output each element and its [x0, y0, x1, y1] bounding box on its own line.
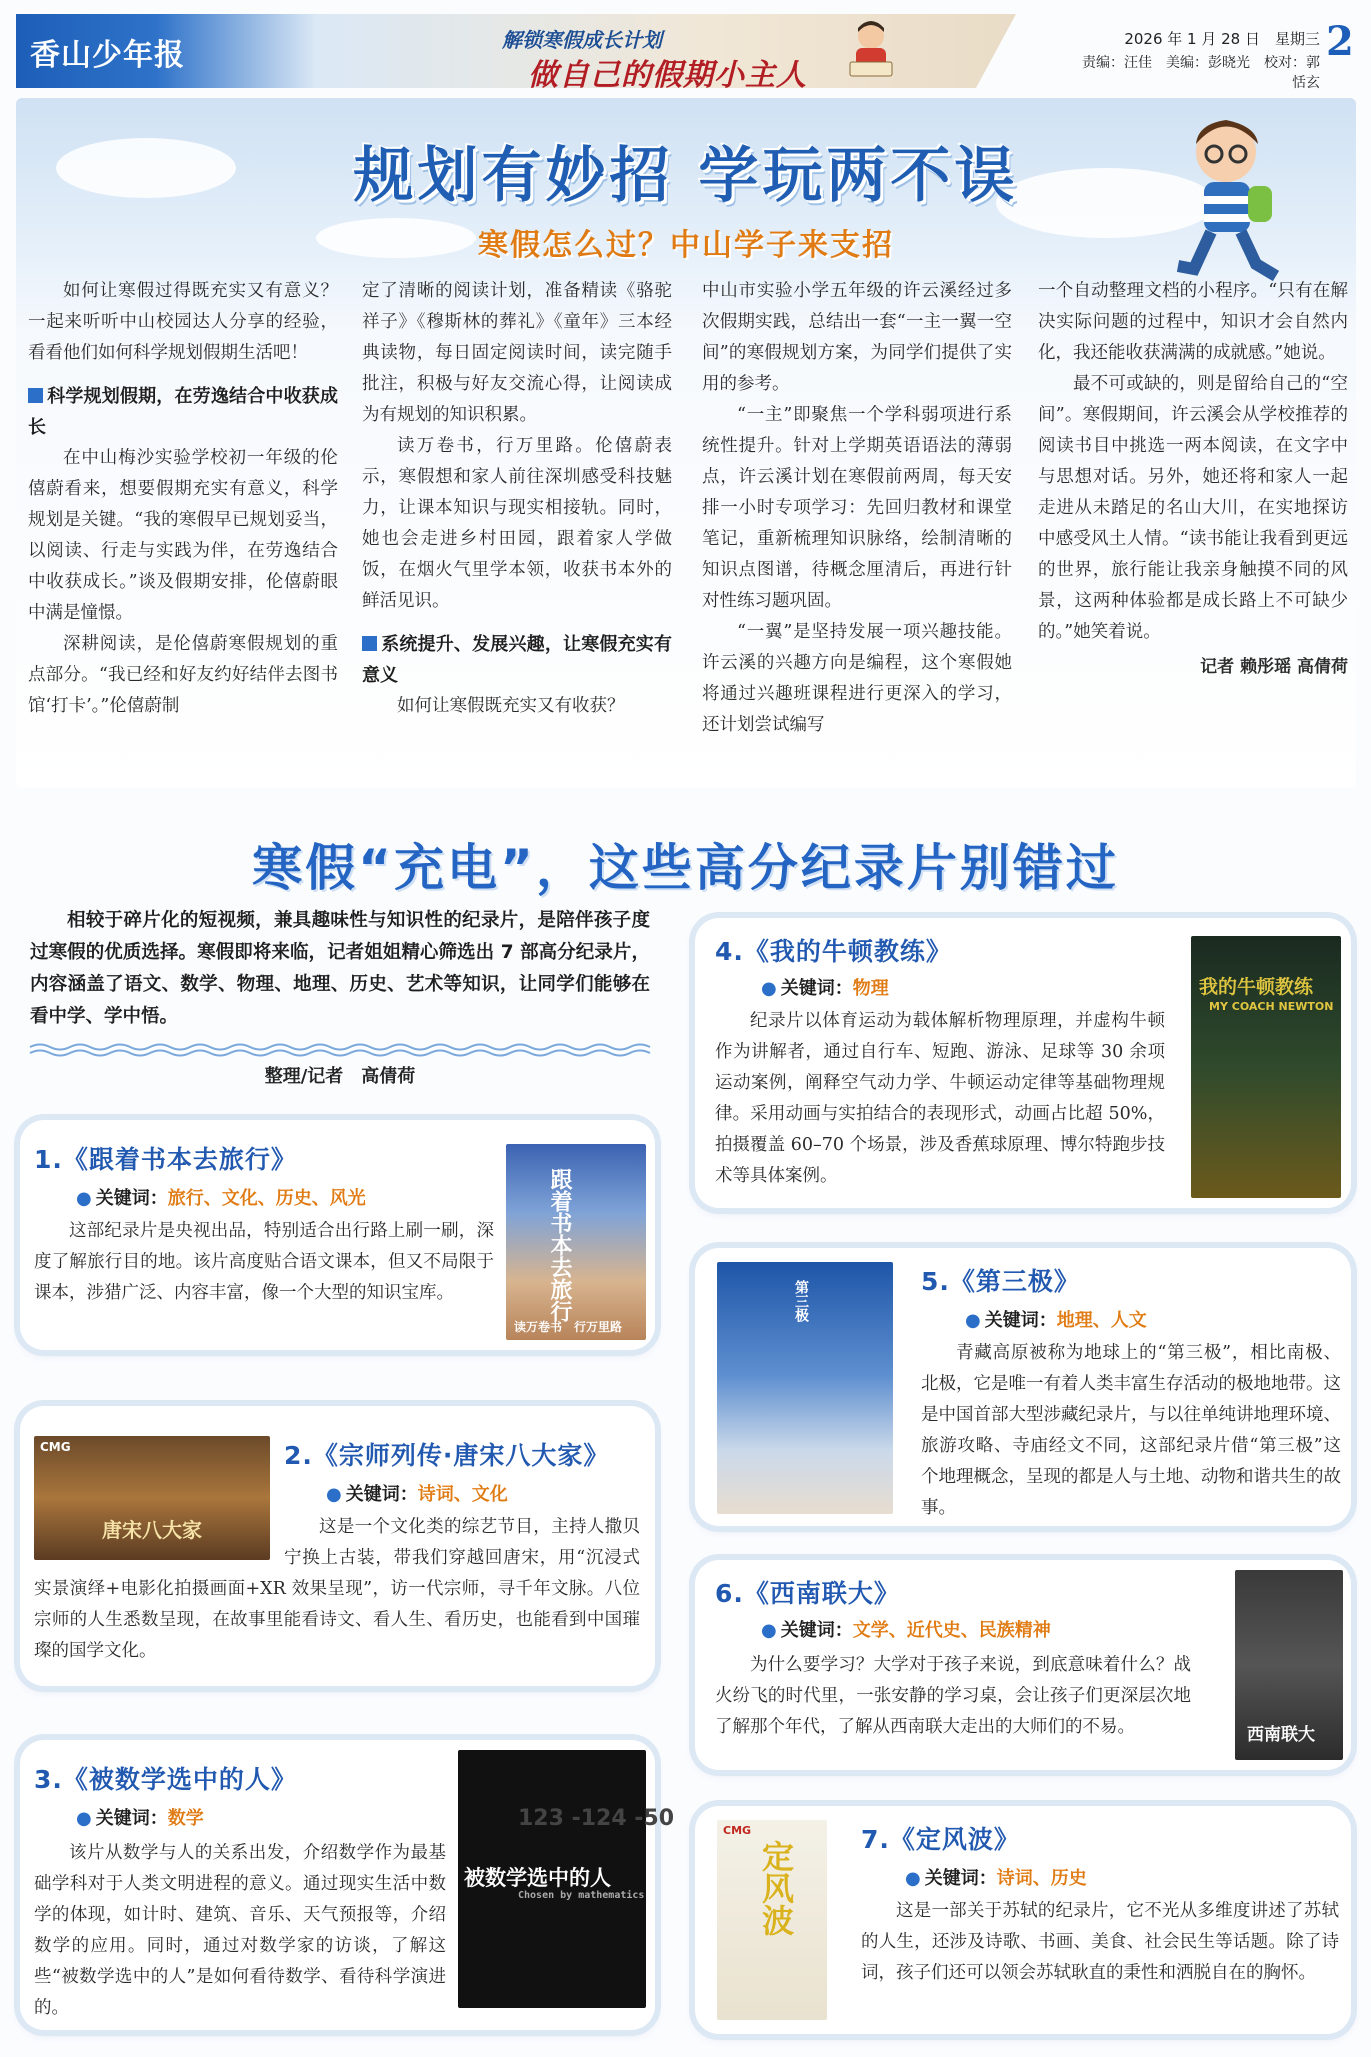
poster-subtitle: Chosen by mathematics — [518, 1890, 645, 1901]
keyword-label: 关键词： — [924, 1868, 997, 1889]
body-paragraph: 深耕阅读，是伦僖蔚寒假规划的重点部分。“我已经和好友约好结伴去图书馆‘打卡’。”伦僖蔚制 — [28, 634, 338, 716]
square-bullet-icon — [28, 388, 43, 403]
keyword-label: 关键词： — [984, 1310, 1057, 1331]
body-paragraph: “一主”即聚焦一个学科弱项进行系统性提升。针对上学期英语语法的薄弱点，许云溪计划在寒假前两周，每天安排一小时专项学习：先回归教材和课堂笔记，重新梳理知识脉络，绘制清晰的知识点图谱，待概念厘清后，再进行针对性练习题巩固。 — [702, 405, 1012, 611]
square-bullet-icon — [362, 636, 377, 651]
poster-caption: 读万卷书 行万里路 — [514, 1320, 623, 1334]
poster-travel-books — [506, 1144, 646, 1340]
documentary-section-headline: 寒假“充电”，这些高分纪录片别错过 — [252, 839, 1119, 897]
documentary-title: 3.《被数学选中的人》 — [34, 1765, 297, 1794]
poster-title: 定风波 — [757, 1840, 795, 1936]
poster-ding-feng-bo — [717, 1820, 827, 2020]
documentary-description: 这部纪录片是央视出品，特别适合出行路上刷一刷，深度了解旅行目的地。该片高度贴合语文课本，但又不局限于课本，涉猎广泛、内容丰富，像一个大型的知识宝库。 — [34, 1221, 494, 1303]
documentary-card-3 — [20, 1740, 675, 2030]
bullet-dot-icon: ● — [761, 1620, 777, 1641]
body-paragraph: 读万卷书，行万里路。伦僖蔚表示，寒假想和家人前往深圳感受科技魅力，让课本知识与现实相接轨。同时，她也会走进乡村田园，跟着家人学做饭，在烟火气里学本领，收获书本外的鲜活见识。 — [362, 436, 672, 611]
article-column-4 — [1038, 276, 1348, 677]
keyword-values: 物理 — [852, 978, 889, 999]
keyword-line — [761, 974, 889, 1000]
page-number: 2 — [1326, 18, 1354, 65]
bullet-dot-icon: ● — [76, 1808, 92, 1829]
keyword-line — [905, 1864, 1087, 1890]
poster-southwest-associated-university — [1235, 1570, 1343, 1760]
documentary-card-5 — [695, 1248, 1351, 1526]
body-paragraph: 中山市实验小学五年级的许云溪经过多次假期实践，总结出一套“一主一翼一空间”的寒假规划方案，为同学们提供了实用的参考。 — [702, 281, 1012, 394]
keyword-line — [326, 1480, 508, 1506]
editors-credit: 责编：汪佳 美编：彭晓光 校对：郭恬玄 — [1082, 55, 1320, 91]
running-boy-illustration-icon — [1156, 104, 1306, 289]
poster-title: 我的牛顿教练 — [1199, 976, 1314, 998]
keyword-values: 数学 — [167, 1808, 204, 1829]
documentary-title: 1.《跟着书本去旅行》 — [34, 1145, 297, 1174]
article-byline: 记者 赖彤瑶 高倩荷 — [1200, 657, 1348, 677]
section-heading-text: 系统提升、发展兴趣，让寒假充实有意义 — [362, 634, 672, 686]
documentary-description: 纪录片以体育运动为载体解析物理原理，并虚构牛顿作为讲解者，通过自行车、短跑、游泳、足球等 30 余项运动案例，阐释空气动力学、牛顿运动定律等基础物理规律。采用动画与实拍结合的表现形式，动画占比超 50%，拍摄覆盖 60–70 个场景，涉及香蕉球原理、博尔特跑步技术等具体案例。 — [715, 1011, 1165, 1186]
keyword-label: 关键词： — [95, 1808, 168, 1829]
poster-title: 第三极 — [793, 1280, 809, 1322]
poster-numbers: 123 -124 -50 — [518, 1806, 675, 1831]
masthead — [16, 14, 1356, 93]
issue-date: 2026 年 1 月 28 日 星期三 — [1124, 30, 1320, 48]
poster-title: 西南联大 — [1247, 1725, 1315, 1745]
poster-brand: CMG — [40, 1440, 71, 1454]
poster-third-pole — [717, 1262, 893, 1514]
documentary-card-4 — [695, 918, 1351, 1208]
body-paragraph: 最不可或缺的，则是留给自己的“空间”。寒假期间，许云溪会从学校推荐的阅读书目中挑选一两本阅读，在文字中与思想对话。另外，她还将和家人一起走进从未踏足的名山大川，在实地探访中感受风土人情。“读书能让我看到更远的世界，旅行能让我亲身触摸不同的风景，这两种体验都是成长路上不可缺少的。”她笑着说。 — [1038, 374, 1348, 642]
reading-child-illustration-icon — [836, 18, 906, 84]
body-paragraph: 如何让寒假既充实又有收获？ — [397, 696, 625, 716]
article-headline: 规划有妙招 学玩两不误 — [353, 141, 1019, 211]
section-heading — [362, 629, 672, 691]
bullet-dot-icon: ● — [905, 1868, 921, 1889]
body-paragraph: “一翼”是坚持发展一项兴趣技能。许云溪的兴趣方向是编程，这个寒假她将通过兴趣班课程进行更深入的学习，还计划尝试编写 — [702, 622, 1012, 735]
keyword-values: 诗词、文化 — [417, 1484, 508, 1505]
section-heading-text: 科学规划假期，在劳逸结合中收获成长 — [28, 386, 338, 438]
keyword-values: 文学、近代史、民族精神 — [852, 1620, 1051, 1641]
documentary-card-7 — [695, 1806, 1351, 2034]
article-subheadline: 寒假怎么过？中山学子来支招 — [478, 228, 894, 263]
keyword-values: 地理、人文 — [1056, 1310, 1147, 1331]
article-column-3 — [702, 276, 1012, 741]
poster-title: 跟着书本去旅行 — [547, 1168, 572, 1322]
bullet-dot-icon: ● — [76, 1188, 92, 1209]
keyword-line — [761, 1616, 1051, 1642]
keyword-values: 旅行、文化、历史、风光 — [167, 1188, 366, 1209]
documentary-description: 这是一部关于苏轼的纪录片，它不光从多维度讲述了苏轼的人生，还涉及诗歌、书画、美食、社会民生等话题。除了诗词，孩子们还可以领会苏轼耿直的秉性和洒脱自在的胸怀。 — [861, 1901, 1339, 1983]
text-wrap-spacer — [34, 1512, 284, 1574]
documentary-card-1 — [20, 1120, 655, 1350]
wave-divider-icon — [30, 1042, 650, 1056]
documentary-description: 为什么要学习？大学对于孩子来说，到底意味着什么？战火纷飞的时代里，一张安静的学习桌，会让孩子们更深层次地了解那个年代，了解从西南联大走出的大师们的不易。 — [715, 1655, 1191, 1737]
bullet-dot-icon: ● — [326, 1484, 342, 1505]
newspaper-logo: 香山少年报 — [30, 38, 185, 73]
documentary-title: 7.《定风波》 — [861, 1825, 1020, 1854]
documentary-intro: 相较于碎片化的短视频，兼具趣味性与知识性的纪录片，是陪伴孩子度过寒假的优质选择。寒假即将来临，记者姐姐精心筛选出 7 部高分纪录片，内容涵盖了语文、数学、物理、地理、历史、艺术等知识，让同学们能够在看中学、学中悟。 — [30, 910, 650, 1027]
article-column-1 — [28, 276, 338, 722]
body-paragraph: 一个自动整理文档的小程序。“只有在解决实际问题的过程中，知识才会自然内化，我还能收获满满的成就感。”她说。 — [1038, 281, 1348, 363]
article-column-2 — [362, 276, 672, 722]
bullet-dot-icon: ● — [965, 1310, 981, 1331]
documentary-title: 2.《宗师列传·唐宋八大家》 — [284, 1441, 610, 1470]
feature-article — [16, 98, 1356, 788]
poster-chosen-by-math — [458, 1750, 675, 2008]
documentary-title: 6.《西南联大》 — [715, 1579, 900, 1608]
body-paragraph: 定了清晰的阅读计划，准备精读《骆驼祥子》《穆斯林的葬礼》《童年》三本经典读物，每日固定阅读时间，读完随手批注，积极与好友交流心得，让阅读成为有规划的知识积累。 — [362, 281, 672, 425]
documentary-card-6 — [695, 1560, 1351, 1770]
documentary-description-text: 这是一个文化类的综艺节目，主持人撒贝宁换上古装，带我们穿越回唐宋，用“沉浸式实景演绎+电影化拍摄画面+XR 效果呈现”，访一代宗师，寻千年文脉。八位宗师的人生悉数呈现，在故事里能看诗文、看人生、看历史，也能看到中国璀璨的国学文化。 — [34, 1517, 640, 1661]
poster-title: 被数学选中的人 — [464, 1866, 611, 1890]
compiler-credit: 整理/记者 高倩荷 — [264, 1066, 416, 1087]
keyword-line — [965, 1306, 1147, 1332]
keyword-label: 关键词： — [780, 978, 853, 999]
body-paragraph: 在中山梅沙实验学校初一年级的伦僖蔚看来，想要假期充实有意义，科学规划是关键。“我的寒假早已规划妥当，以阅读、行走与实践为伴，在劳逸结合中收获成长。”谈及假期安排，伦僖蔚眼中满是憧憬。 — [28, 448, 338, 623]
documentary-description: 该片从数学与人的关系出发，介绍数学作为最基础学科对于人类文明进程的意义。通过现实生活中数学的体现，如计时、建筑、音乐、天气预报等，介绍数学的应用。同时，通过对数学家的访谈，了解这些“被数学选中的人”是如何看待数学、看待科学演进的。 — [34, 1843, 446, 2018]
section-heading — [28, 381, 338, 443]
documentary-description — [34, 1512, 640, 1667]
keyword-label: 关键词： — [780, 1620, 853, 1641]
intro-paragraph: 如何让寒假过得既充实又有意义？一起来听听中山校园达人分享的经验，看看他们如何科学规划假期生活吧！ — [28, 281, 338, 363]
keyword-line — [76, 1184, 366, 1210]
campaign-title: 做自己的假期小主人 — [528, 58, 807, 93]
keyword-values: 诗词、历史 — [996, 1868, 1087, 1889]
documentary-title: 4.《我的牛顿教练》 — [715, 937, 952, 966]
bullet-dot-icon: ● — [761, 978, 777, 999]
poster-title: 唐宋八大家 — [102, 1518, 202, 1542]
documentary-title: 5.《第三极》 — [921, 1267, 1080, 1296]
documentary-card-2 — [20, 1406, 655, 1686]
poster-brand: CMG — [723, 1824, 752, 1837]
documentary-description: 青藏高原被称为地球上的“第三极”，相比南极、北极，它是唯一有着人类丰富生存活动的极地地带。这是中国首部大型涉藏纪录片，与以往单纯讲地理环境、旅游攻略、寺庙经文不同，这部纪录片借“第三极”这个地理概念，呈现的都是人与土地、动物和谐共生的故事。 — [921, 1343, 1341, 1518]
campaign-subtitle: 解锁寒假成长计划 — [502, 28, 662, 52]
keyword-label: 关键词： — [95, 1188, 168, 1209]
keyword-label: 关键词： — [345, 1484, 418, 1505]
keyword-line — [76, 1804, 204, 1830]
poster-my-coach-newton — [1191, 936, 1341, 1198]
poster-subtitle: MY COACH NEWTON — [1209, 1000, 1334, 1013]
